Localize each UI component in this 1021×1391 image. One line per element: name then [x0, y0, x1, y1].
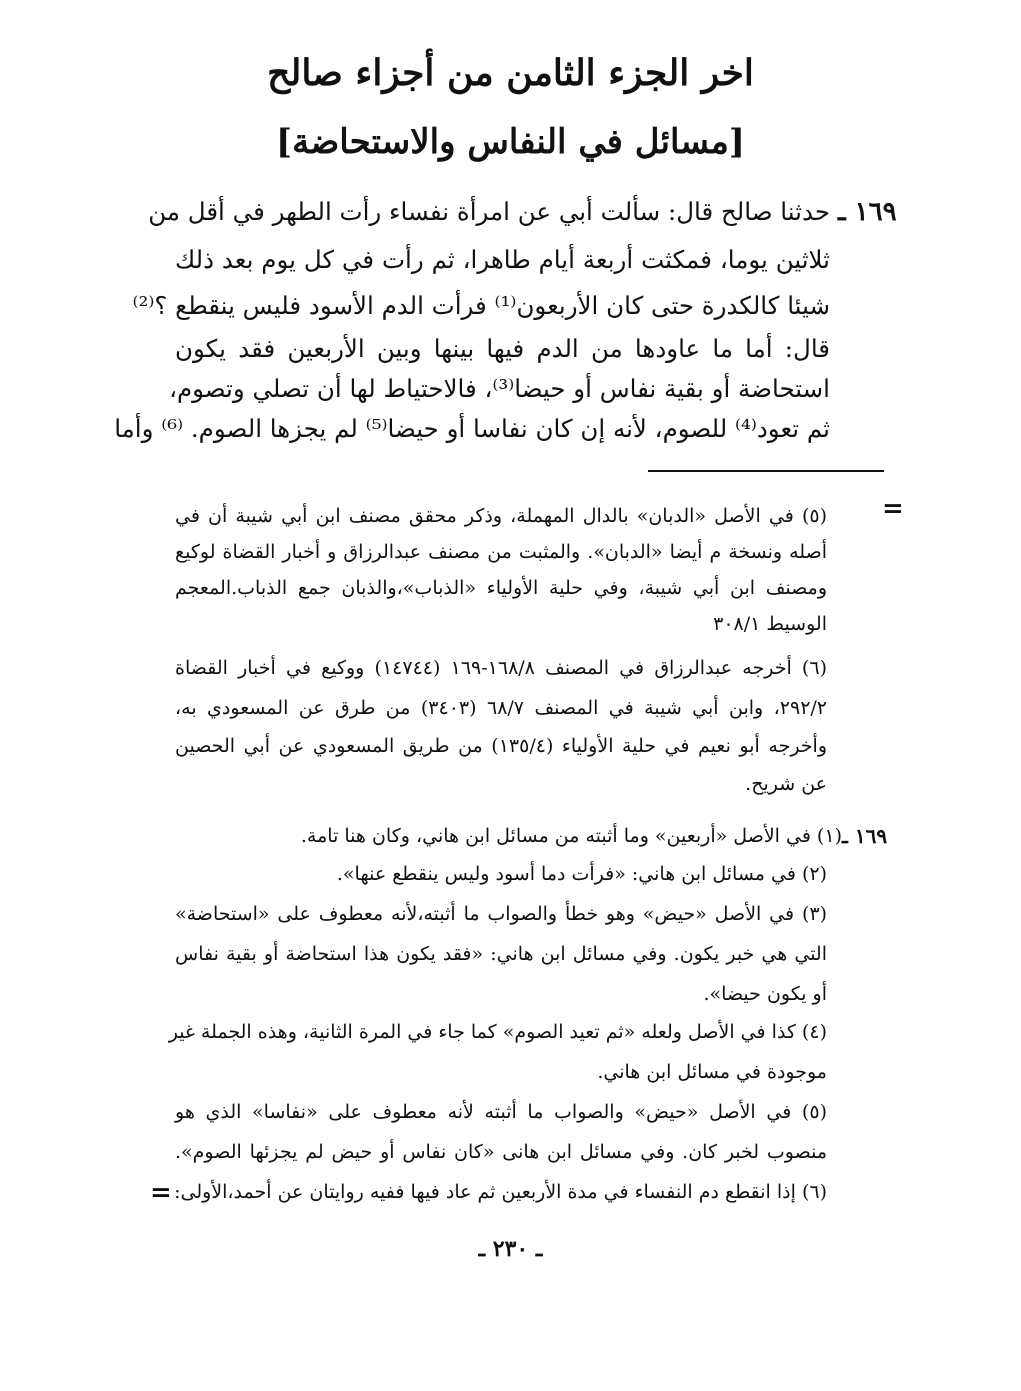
main-text-line: قال: أما ما عاودها من الدم فيها بينها وبين الأربعين فقد يكون: [175, 334, 830, 363]
footnote-line: أو يكون حيضا».: [703, 983, 827, 1005]
main-text-line: شيئا كالكدرة حتى كان الأربعون⁽¹⁾ فرأت الدم الأسود فليس ينقطع ؟⁽²⁾: [132, 291, 830, 320]
footnote-item-number: ١٦٩ ـ: [842, 824, 888, 848]
continuation-mark: =: [882, 494, 904, 524]
footnote-separator: [648, 470, 884, 472]
main-text-line: حدثنا صالح قال: سألت أبي عن امرأة نفساء رأت الطهر في أقل من: [148, 197, 830, 226]
footnote-line: (٥) في الأصل «حيض» والصواب ما أثبته لأنه معطوف على «نفاسا» الذي هو: [175, 1101, 827, 1123]
footnote-line: (٦) أخرجه عبدالرزاق في المصنف ١٦٨/٨-١٦٩ (١٤٧٤٤) ووكيع في أخبار القضاة: [175, 657, 827, 679]
main-text-line: استحاضة أو بقية نفاس أو حيضا⁽³⁾، فالاحتياط لها أن تصلي وتصوم،: [169, 374, 830, 403]
footnote-line: أصله ونسخة م أيضا «الدبان». والمثبت من مصنف عبدالرزاق و أخبار القضاة لوكيع: [175, 541, 827, 563]
footnote-line: ومصنف ابن أبي شيبة، وفي حلية الأولياء «الذباب»،والذبان جمع الذباب.المعجم: [175, 577, 827, 599]
page-number: ـ ٢٣٠ ـ: [478, 1236, 543, 1262]
footnote-line: عن شريح.: [745, 773, 827, 795]
footnote-line: وأخرجه أبو نعيم في حلية الأولياء (١٣٥/٤) من طريق المسعودي عن أبي الحصين: [175, 735, 827, 757]
footnote-line: (٦) إذا انقطع دم النفساء في مدة الأربعين ثم عاد فيها ففيه روايتان عن أحمد،الأولى:: [174, 1181, 827, 1203]
footnote-line: موجودة في مسائل ابن هاني.: [597, 1061, 827, 1083]
item-number: ١٦٩ ـ: [838, 197, 897, 227]
section-title: [مسائل في النفاس والاستحاضة]: [276, 122, 745, 162]
main-text-line: ثم تعود⁽⁴⁾ للصوم، لأنه إن كان نفاسا أو حيضا⁽⁵⁾ لم يجزها الصوم. ⁽⁶⁾ وأما: [114, 414, 830, 443]
footnote-line: الوسيط ٣٠٨/١: [713, 613, 827, 635]
footnote-line: (٣) في الأصل «حيض» وهو خطأ والصواب ما أثبته،لأنه معطوف على «استحاضة»: [175, 903, 827, 925]
footnote-line: (٥) في الأصل «الدبان» بالدال المهملة، وذكر محقق مصنف ابن أبي شيبة أن في: [175, 505, 827, 527]
footnote-line: التي هي خبر يكون. وفي مسائل ابن هاني: «فقد يكون هذا استحاضة أو بقية نفاس: [175, 943, 827, 965]
page-title: اخر الجزء الثامن من أجزاء صالح: [267, 52, 754, 94]
footnote-line: (٤) كذا في الأصل ولعله «ثم تعيد الصوم» كما جاء في المرة الثانية، وهذه الجملة غير: [168, 1021, 827, 1043]
footnote-line: (١) في الأصل «أربعين» وما أثبته من مسائل ابن هاني، وكان هنا تامة.: [300, 825, 842, 847]
footnote-line: (٢) في مسائل ابن هاني: «فرأت دما أسود وليس ينقطع عنها».: [336, 863, 827, 885]
footnote-line: ٢٩٢/٢، وابن أبي شيبة في المصنف ٦٨/٧ (٣٤٠٣) من طرق عن المسعودي به،: [175, 697, 828, 719]
continuation-mark-end: =: [150, 1178, 172, 1208]
footnote-line: منصوب لخبر كان. وفي مسائل ابن هانى «كان نفاس أو حيض لم يجزئها الصوم».: [175, 1141, 827, 1163]
main-text-line: ثلاثين يوما، فمكثت أربعة أيام طاهرا، ثم رأت في كل يوم بعد ذلك: [175, 245, 830, 274]
